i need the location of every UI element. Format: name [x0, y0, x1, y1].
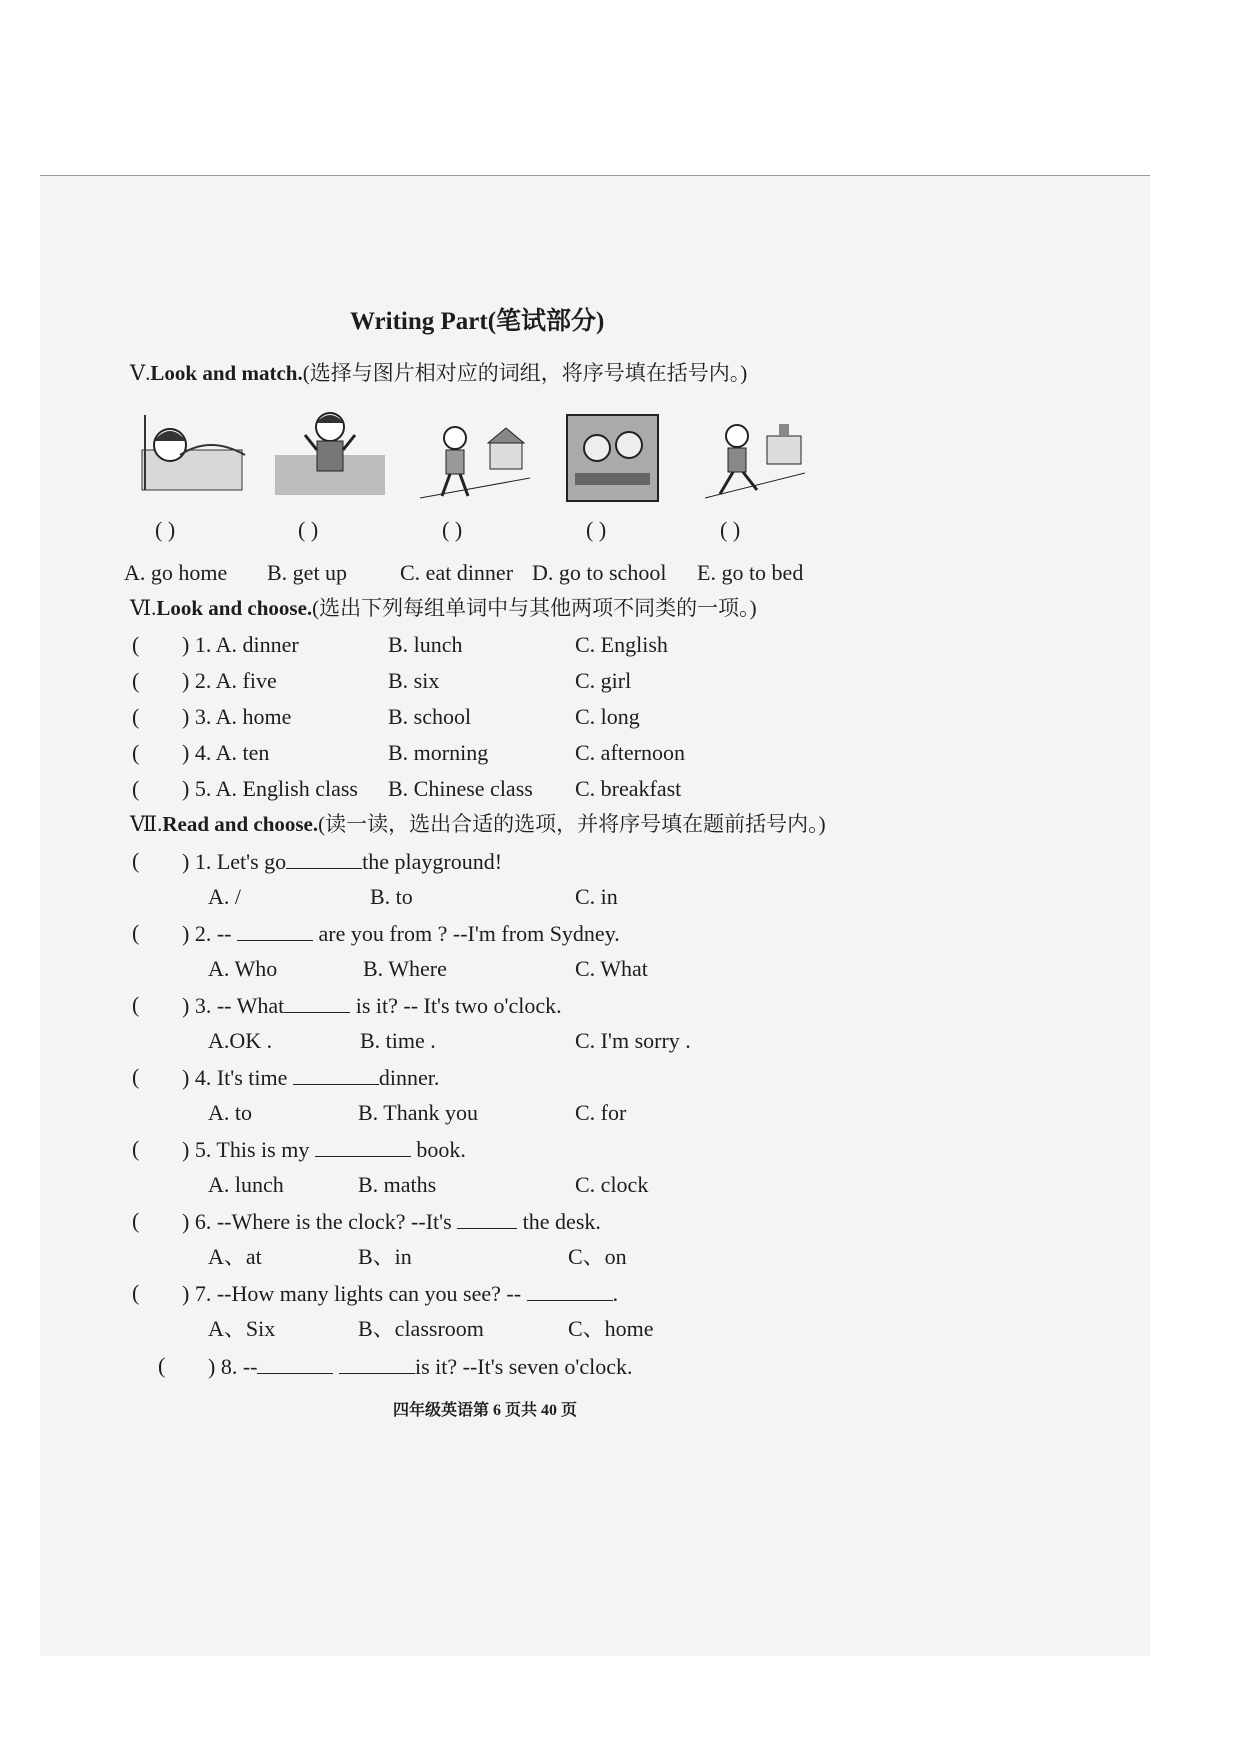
- option-a: A. /: [208, 884, 241, 909]
- answer-paren[interactable]: (: [132, 668, 140, 693]
- answer-paren[interactable]: (: [132, 1280, 140, 1305]
- answer-paren[interactable]: (: [132, 848, 140, 873]
- answer-paren[interactable]: (: [132, 992, 140, 1017]
- answer-bracket[interactable]: ( ): [298, 517, 319, 542]
- item-number-option-a: ) 3. A. home: [182, 704, 292, 729]
- option-a: A. to: [208, 1100, 252, 1125]
- option-a: A、Six: [208, 1316, 276, 1341]
- match-option: A. go home: [124, 560, 228, 585]
- question-7: ) 7. --How many lights can you see? -- .: [182, 1281, 619, 1306]
- question-1: ) 1. Let's go the playground!: [182, 849, 503, 874]
- option-c: C. in: [575, 884, 618, 909]
- match-option: D. go to school: [532, 560, 667, 585]
- answer-paren[interactable]: (: [132, 1064, 140, 1089]
- page-title: Writing Part(笔试部分): [350, 308, 605, 335]
- fill-blank[interactable]: [315, 1136, 411, 1157]
- answer-bracket[interactable]: ( ): [720, 517, 741, 542]
- answer-bracket[interactable]: ( ): [155, 517, 176, 542]
- option-c: C. What: [575, 956, 648, 981]
- option-c: C. girl: [575, 668, 632, 693]
- option-b: B. Where: [363, 956, 447, 981]
- boy-running-to-school-picture: [705, 418, 805, 508]
- fill-blank[interactable]: [293, 1064, 379, 1085]
- section-7-heading: Ⅶ.Read and choose.(读一读，选出合适的选项，并将序号填在题前括号内。): [130, 812, 826, 836]
- question-5: ) 5. This is my book.: [182, 1137, 466, 1162]
- fill-blank[interactable]: [527, 1280, 613, 1301]
- question-4: ) 4. It's time dinner.: [182, 1065, 440, 1090]
- answer-paren[interactable]: (: [132, 776, 140, 801]
- section-6-heading: Ⅵ.Look and choose.(选出下列每组单词中与其他两项不同类的一项。): [130, 596, 757, 620]
- answer-paren[interactable]: (: [132, 632, 140, 657]
- option-c: C. long: [575, 704, 640, 729]
- option-c: C. clock: [575, 1172, 649, 1197]
- option-b: B、in: [358, 1244, 412, 1269]
- question-6: ) 6. --Where is the clock? --It's the desk.: [182, 1209, 601, 1234]
- item-number-option-a: ) 4. A. ten: [182, 740, 270, 765]
- question-2: ) 2. -- are you from ? --I'm from Sydney.: [182, 921, 620, 946]
- answer-paren[interactable]: (: [132, 704, 140, 729]
- two-children-eating-picture: [565, 413, 660, 503]
- item-number-option-a: ) 5. A. English class: [182, 776, 358, 801]
- question-3: ) 3. -- What is it? -- It's two o'clock.: [182, 993, 562, 1018]
- option-c: C、on: [568, 1244, 627, 1269]
- option-b: B. Thank you: [358, 1100, 478, 1125]
- option-b: B. to: [370, 884, 413, 909]
- option-b: B. six: [388, 668, 440, 693]
- answer-paren[interactable]: (: [132, 1136, 140, 1161]
- match-option: E. go to bed: [697, 560, 804, 585]
- option-c: C. I'm sorry .: [575, 1028, 691, 1053]
- fill-blank[interactable]: [339, 1353, 415, 1374]
- option-c: C、home: [568, 1316, 654, 1341]
- match-option: B. get up: [267, 560, 348, 585]
- option-a: A、at: [208, 1244, 262, 1269]
- fill-blank[interactable]: [257, 1353, 333, 1374]
- answer-paren[interactable]: (: [158, 1353, 166, 1378]
- option-b: B. school: [388, 704, 472, 729]
- worksheet-page: [40, 175, 1150, 1656]
- fill-blank[interactable]: [284, 992, 350, 1013]
- boy-walking-home-picture: [420, 418, 530, 508]
- item-number-option-a: ) 1. A. dinner: [182, 632, 299, 657]
- sleeping-boy-picture: [140, 405, 250, 495]
- option-b: B. lunch: [388, 632, 463, 657]
- answer-bracket[interactable]: ( ): [442, 517, 463, 542]
- page-footer: 四年级英语第 6 页共 40 页: [393, 1402, 578, 1419]
- item-number-option-a: ) 2. A. five: [182, 668, 277, 693]
- option-b: B、classroom: [358, 1316, 484, 1341]
- option-b: B. morning: [388, 740, 489, 765]
- fill-blank[interactable]: [286, 848, 362, 869]
- section-5-heading: Ⅴ.Look and match.(选择与图片相对应的词组，将序号填在括号内。): [130, 361, 748, 385]
- fill-blank[interactable]: [457, 1208, 517, 1229]
- question-8: ) 8. -- is it? --It's seven o'clock.: [208, 1354, 633, 1379]
- option-a: A. Who: [208, 956, 278, 981]
- option-b: B. Chinese class: [388, 776, 533, 801]
- option-c: C. afternoon: [575, 740, 685, 765]
- fill-blank[interactable]: [237, 920, 313, 941]
- option-a: A.OK .: [208, 1028, 273, 1053]
- answer-paren[interactable]: (: [132, 1208, 140, 1233]
- match-option: C. eat dinner: [400, 560, 514, 585]
- option-c: C. for: [575, 1100, 627, 1125]
- option-b: B. time .: [360, 1028, 436, 1053]
- answer-paren[interactable]: (: [132, 740, 140, 765]
- boy-getting-up-picture: [275, 405, 385, 495]
- option-c: C. breakfast: [575, 776, 682, 801]
- option-b: B. maths: [358, 1172, 437, 1197]
- option-c: C. English: [575, 632, 668, 657]
- answer-bracket[interactable]: ( ): [586, 517, 607, 542]
- option-a: A. lunch: [208, 1172, 284, 1197]
- answer-paren[interactable]: (: [132, 920, 140, 945]
